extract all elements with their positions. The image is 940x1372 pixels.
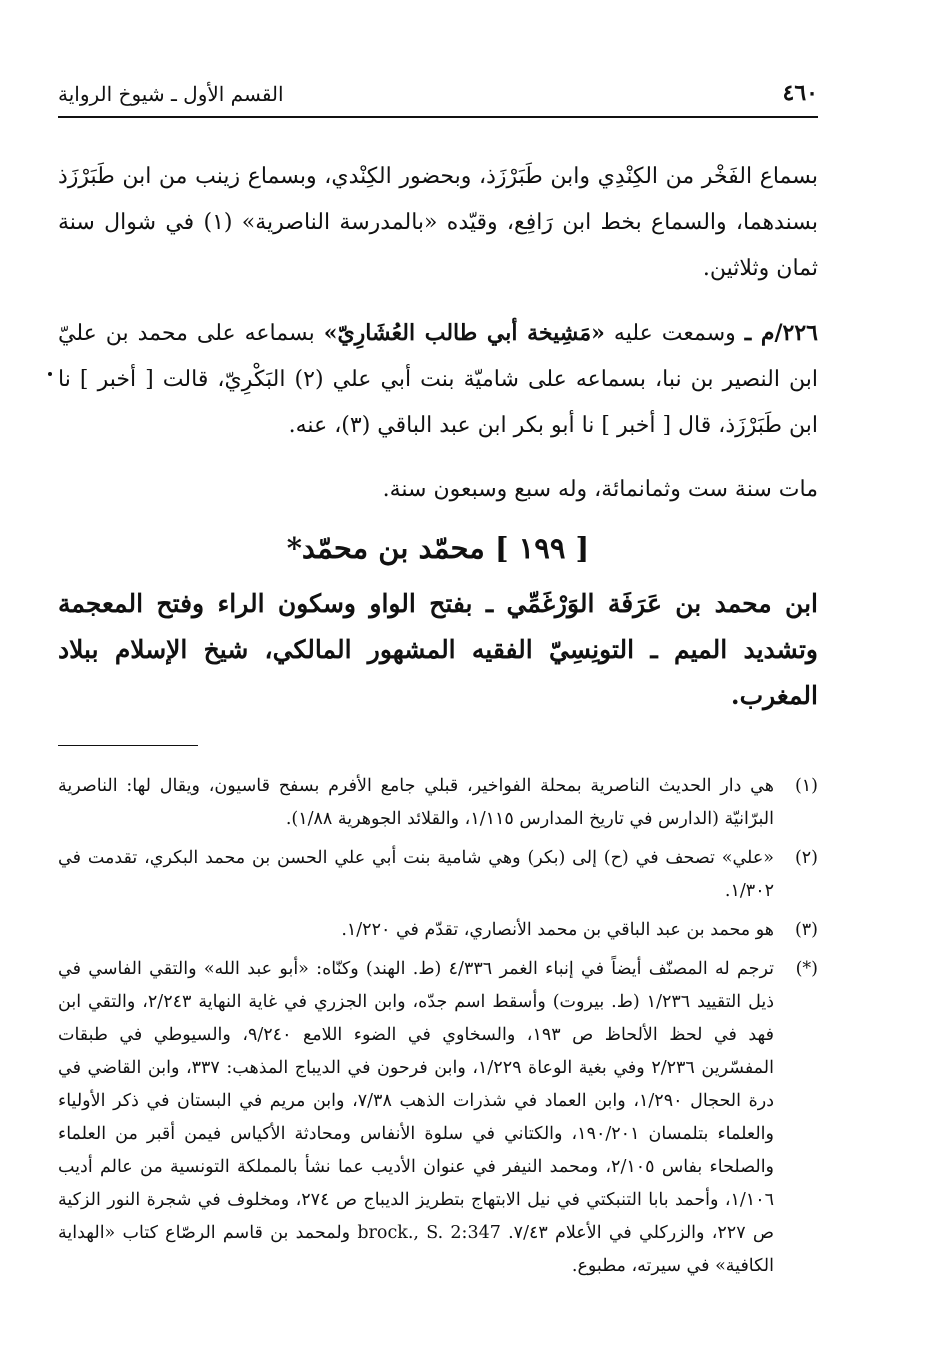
footnote: [58, 770, 818, 836]
footnote-number: (١): [794, 776, 818, 796]
body-paragraph-1: بسماع الفَخْر من الكِنْدِي وابن طَبَرْزَذ، وبحضور الكِنْدي، وبسماع زينب من ابن طَبَرْزَذ بسندهما، والسماع بخط ابن رَافِع، وقيّده «بالمدرسة الناصرية» (١) في شوال سنة ثمان وثلاثين.: [58, 164, 818, 281]
paragraph-text: بسماعه على محمد بن عليّ ابن النصير بن نبا، بسماعه على شاميّة بنت أبي علي (٢) البَكْرِيّ، قالت [ أخبر ] نا ابن طَبَرْزَذ، قال [ أخبر ] نا أبو بكر ابن عبد الباقي (٣)، عنه.: [58, 321, 818, 438]
body-paragraph-2: [58, 310, 818, 449]
footnote: [58, 842, 818, 908]
footnote-text: «علي» تصحف في (ح) إلى (بكر) وهي شامية بنت أبي علي الحسن بن محمد البكري، تقدمت في ١/٣٠٢.: [58, 848, 774, 901]
scan-dot-mark: [48, 372, 52, 376]
book-page: [58, 80, 818, 1289]
footnote-separator: [58, 745, 198, 746]
footnote-separator-wrap: [58, 745, 818, 746]
footnote: [58, 953, 818, 1283]
footnotes: [58, 770, 818, 1283]
footnote: [58, 914, 818, 947]
item-reference-number: ٢٢٦/م ـ: [744, 320, 818, 346]
page-number: ٤٦٠: [782, 80, 818, 106]
entry-lead-paragraph: ابن محمد بن عَرَفَة الوَرْغَمِّي ـ بفتح الواو وسكون الراء وفتح المعجمة وتشديد الميم ـ التونِسِيّ الفقيه المشهور المالكي، شيخ الإسلام ببلاد المغرب.: [58, 589, 818, 710]
footnote-number: (٢): [794, 848, 818, 868]
running-header-title: القسم الأول ـ شيوخ الرواية: [58, 82, 284, 106]
footnote-text: هو محمد بن عبد الباقي بن محمد الأنصاري، تقدّم في ١/٢٢٠.: [341, 920, 774, 940]
paragraph-text: وسمعت عليه: [604, 321, 745, 346]
book-title: «مَشِيخة أبي طالب العُشَارِيّ»: [323, 320, 605, 346]
footnote-text: ترجم له المصنّف أيضاً في إنباء الغمر ٤/٣٣٦ (ط. الهند) وكنّاه: «أبو عبد الله» والتقي الفاسي في ذيل التقييد ١/٢٣٦ (ط. بيروت) وأسقط اسم جدّه، وابن الجزري في غاية النهاية ٢/٢٤٣، والتقي ابن فهد في لحظ الألحاظ ص ١٩٣، والسخاوي في الضوء اللامع ٩/٢٤٠، والسيوطي في طبقات المفسّرين ٢/٢٣٦ وفي بغية الوعاة ١/٢٢٩، وابن فرحون في الديباج المذهب: ٣٣٧، وابن القاضي في درة الحجال ١/٢٩٠، وابن العماد في شذرات الذهب ٧/٣٨، وابن مريم في البستان في ذكر الأولياء والعلماء بتلمسان ١٩٠/٢٠١، والكتاني في سلوة الأنفاس ومحادثة الأكياس فيمن أقبر من العلماء والصلحاء بفاس ٢/١٠٥، ومحمد النيفر في عنوان الأديب عما نشأ بالمملكة التونسية من عالم أديب ١/١٠٦، وأحمد بابا التنبكتي في نيل الابتهاج بتطريز الديباج ص ٢٧٤، ومخلوف في شجرة النور الزكية ص ٢٢٧، والزركلي في الأعلام ٧/٤٣. brock., S. 2:347 ولمحمد بن قاسم الرصّاع كتاب «الهداية الكافية» في سيرته، مطبوع.: [58, 959, 775, 1276]
entry-heading: [ ١٩٩ ] محمّد بن محمّد*: [286, 531, 590, 565]
footnote-number: (٣): [794, 920, 818, 940]
footnote-number: (*): [795, 959, 818, 979]
body-paragraph-3: مات سنة ست وثمانمائة، وله سبع وسبعون سنة.: [382, 477, 818, 502]
running-header: [58, 80, 818, 118]
footnote-text: هي دار الحديث الناصرية بمحلة الفواخير، قبلي جامع الأفرم بسفح قاسيون، ويقال لها: الناصرية البرّانيّة (الدارس في تاريخ المدارس ١/١١٥، والقلائد الجوهرية ١/٨٨).: [58, 776, 774, 829]
